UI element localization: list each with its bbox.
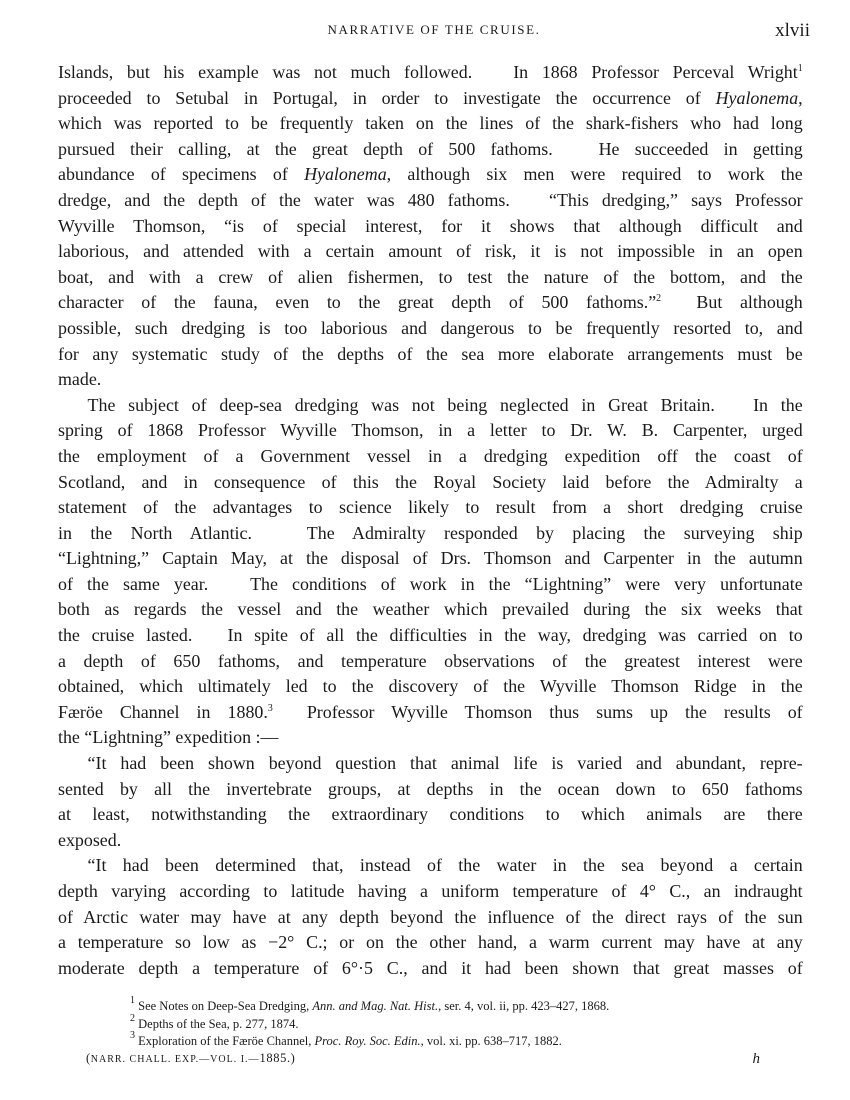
text-line: dredge, and the depth of the water was 480 fathoms. “This dredging,” says Professor (58, 189, 803, 210)
footnote-ref-1[interactable]: 1 (797, 63, 803, 74)
block-quote-animal-life (58, 751, 803, 853)
text-run: But although (661, 292, 803, 313)
text-line: obtained, which ultimately led to the discovery of the Wyville Thomson Ridge in the (58, 676, 803, 697)
text-run: Islands, but his example was not much followed. In 1868 Professor Perceval Wright (58, 62, 798, 82)
text-line: the employment of a Government vessel in a dredging expedition off the coast of (58, 445, 803, 466)
footnote-text: , vol. xi. pp. 638–717, 1882. (420, 1034, 562, 1048)
text-line: Wyville Thomson, “is of special interest, for it shows that although difficult and (58, 215, 803, 236)
text-line: moderate depth a temperature of 6°·5 C., and it had been shown that great masses of (58, 957, 803, 978)
text-line (58, 700, 803, 726)
text-run: Professor Wyville Thomson thus sums up the results of (272, 701, 803, 722)
text-line (58, 290, 803, 316)
text-line: a temperature so low as −2° C.; or on the other hand, a warm current may have at any (58, 932, 803, 953)
text-line: exposed. (58, 829, 122, 850)
text-line (58, 86, 803, 112)
footnote-marker: 1 (130, 995, 135, 1006)
text-line: The subject of deep-sea dredging was not being neglected in Great Britain. In the (87, 394, 803, 415)
footnote-marker: 2 (130, 1012, 135, 1024)
text-run: Færöe Channel in 1880. (58, 701, 268, 722)
sheet-letter: h (752, 1051, 760, 1067)
footnote-3 (130, 1030, 770, 1051)
footnotes (130, 995, 770, 1051)
text-run: proceeded to Setubal in Portugal, in order to investigate the occurrence of (58, 87, 701, 108)
signature-year: 1885.) (259, 1051, 296, 1065)
text-run: abundance of specimens of (58, 164, 288, 185)
footnote-text: See Notes on Deep-Sea Dredging, (138, 999, 310, 1013)
paragraph-lightning-expedition (58, 393, 803, 751)
text-line: the cruise lasted. In spite of all the difficulties in the way, dredging was carried on to (58, 625, 803, 646)
journal-title: Proc. Roy. Soc. Edin. (314, 1034, 421, 1048)
text-line: in the North Atlantic. The Admiralty responded by placing the surveying ship (58, 522, 803, 543)
text-line: laborious, and attended with a certain amount of risk, it is not impossible in an open (58, 241, 803, 262)
signature-mark (86, 1051, 295, 1066)
footnote-marker: 3 (130, 1030, 135, 1041)
text-line: at least, notwithstanding the extraordinary conditions to which animals are there (58, 804, 803, 825)
text-line: depth varying according to latitude having a uniform temperature of 4° C., an indraught (58, 881, 803, 901)
text-line: sented by all the invertebrate groups, at depths in the ocean down to 650 fathoms (58, 778, 803, 799)
paragraph-hyalonema (58, 60, 803, 393)
running-title: NARRATIVE OF THE CRUISE. (327, 22, 541, 37)
taxon-name: Hyalonema (304, 164, 387, 185)
text-run: character of the fauna, even to the great depth of 500 fathoms.” (58, 292, 657, 313)
text-line: “Lightning,” Captain May, at the disposal of Drs. Thomson and Carpenter in the autumn (58, 548, 803, 569)
body-text (58, 60, 803, 981)
block-quote-temperature (58, 853, 803, 981)
footnote-ref-2[interactable]: 2 (656, 293, 662, 305)
text-line: boat, and with a crew of alien fishermen, to test the nature of the bottom, and the (58, 266, 803, 287)
text-line: a depth of 650 fathoms, and temperature observations of the greatest interest were (58, 650, 803, 671)
running-head (58, 20, 810, 44)
footnote-2 (130, 1012, 770, 1034)
text-line: of the same year. The conditions of work in the “Lightning” were very unfortunate (58, 573, 803, 594)
text-line (58, 60, 803, 86)
text-line (58, 162, 803, 188)
text-run: , (798, 87, 803, 108)
text-line: possible, such dredging is too laborious and dangerous to be frequently resorted to, and (58, 317, 803, 338)
text-line: Scotland, and in consequence of this the Royal Society laid before the Admiralty a (58, 471, 803, 492)
text-line: of Arctic water may have at any depth beyond the influence of the direct rays of the sun (58, 906, 803, 927)
text-line: both as regards the vessel and the weather which prevailed during the six weeks that (58, 599, 803, 620)
text-line: “It had been shown beyond question that animal life is varied and abundant, repre- (87, 753, 803, 774)
text-line: the “Lightning” expedition :— (58, 727, 279, 748)
text-line: which was reported to be frequently taken on the lines of the shark-fishers who had long (58, 113, 803, 134)
journal-title: Ann. and Mag. Nat. Hist. (312, 999, 439, 1013)
text-line: for any systematic study of the depths of the sea more elaborate arrangements must be (58, 343, 803, 364)
text-line: spring of 1868 Professor Wyville Thomson, in a letter to Dr. W. B. Carpenter, urged (58, 420, 803, 441)
page-number: xlvii (775, 20, 810, 41)
footnote-ref-3[interactable]: 3 (267, 702, 273, 714)
footnote-text: Exploration of the Færöe Channel, (138, 1034, 312, 1048)
page-footer (86, 1051, 760, 1071)
signature-text: NARR. CHALL. EXP.—VOL. I.— (90, 1054, 260, 1065)
footnote-1 (130, 995, 770, 1016)
text-line: pursued their calling, at the great depth of 500 fathoms. He succeeded in getting (58, 138, 803, 159)
text-run: , although six men were required to work the (386, 164, 803, 185)
text-line: made. (58, 369, 102, 390)
text-line: “It had been determined that, instead of the water in the sea beyond a certain (87, 855, 803, 876)
footnote-text: , ser. 4, vol. ii, pp. 423–427, 1868. (438, 999, 610, 1013)
text-line: statement of the advantages to science likely to result from a short dredging cruise (58, 497, 803, 518)
taxon-name: Hyalonema (715, 87, 799, 108)
signature-paren: ( (86, 1051, 91, 1065)
footnote-text: Depths of the Sea, p. 277, 1874. (138, 1016, 299, 1031)
